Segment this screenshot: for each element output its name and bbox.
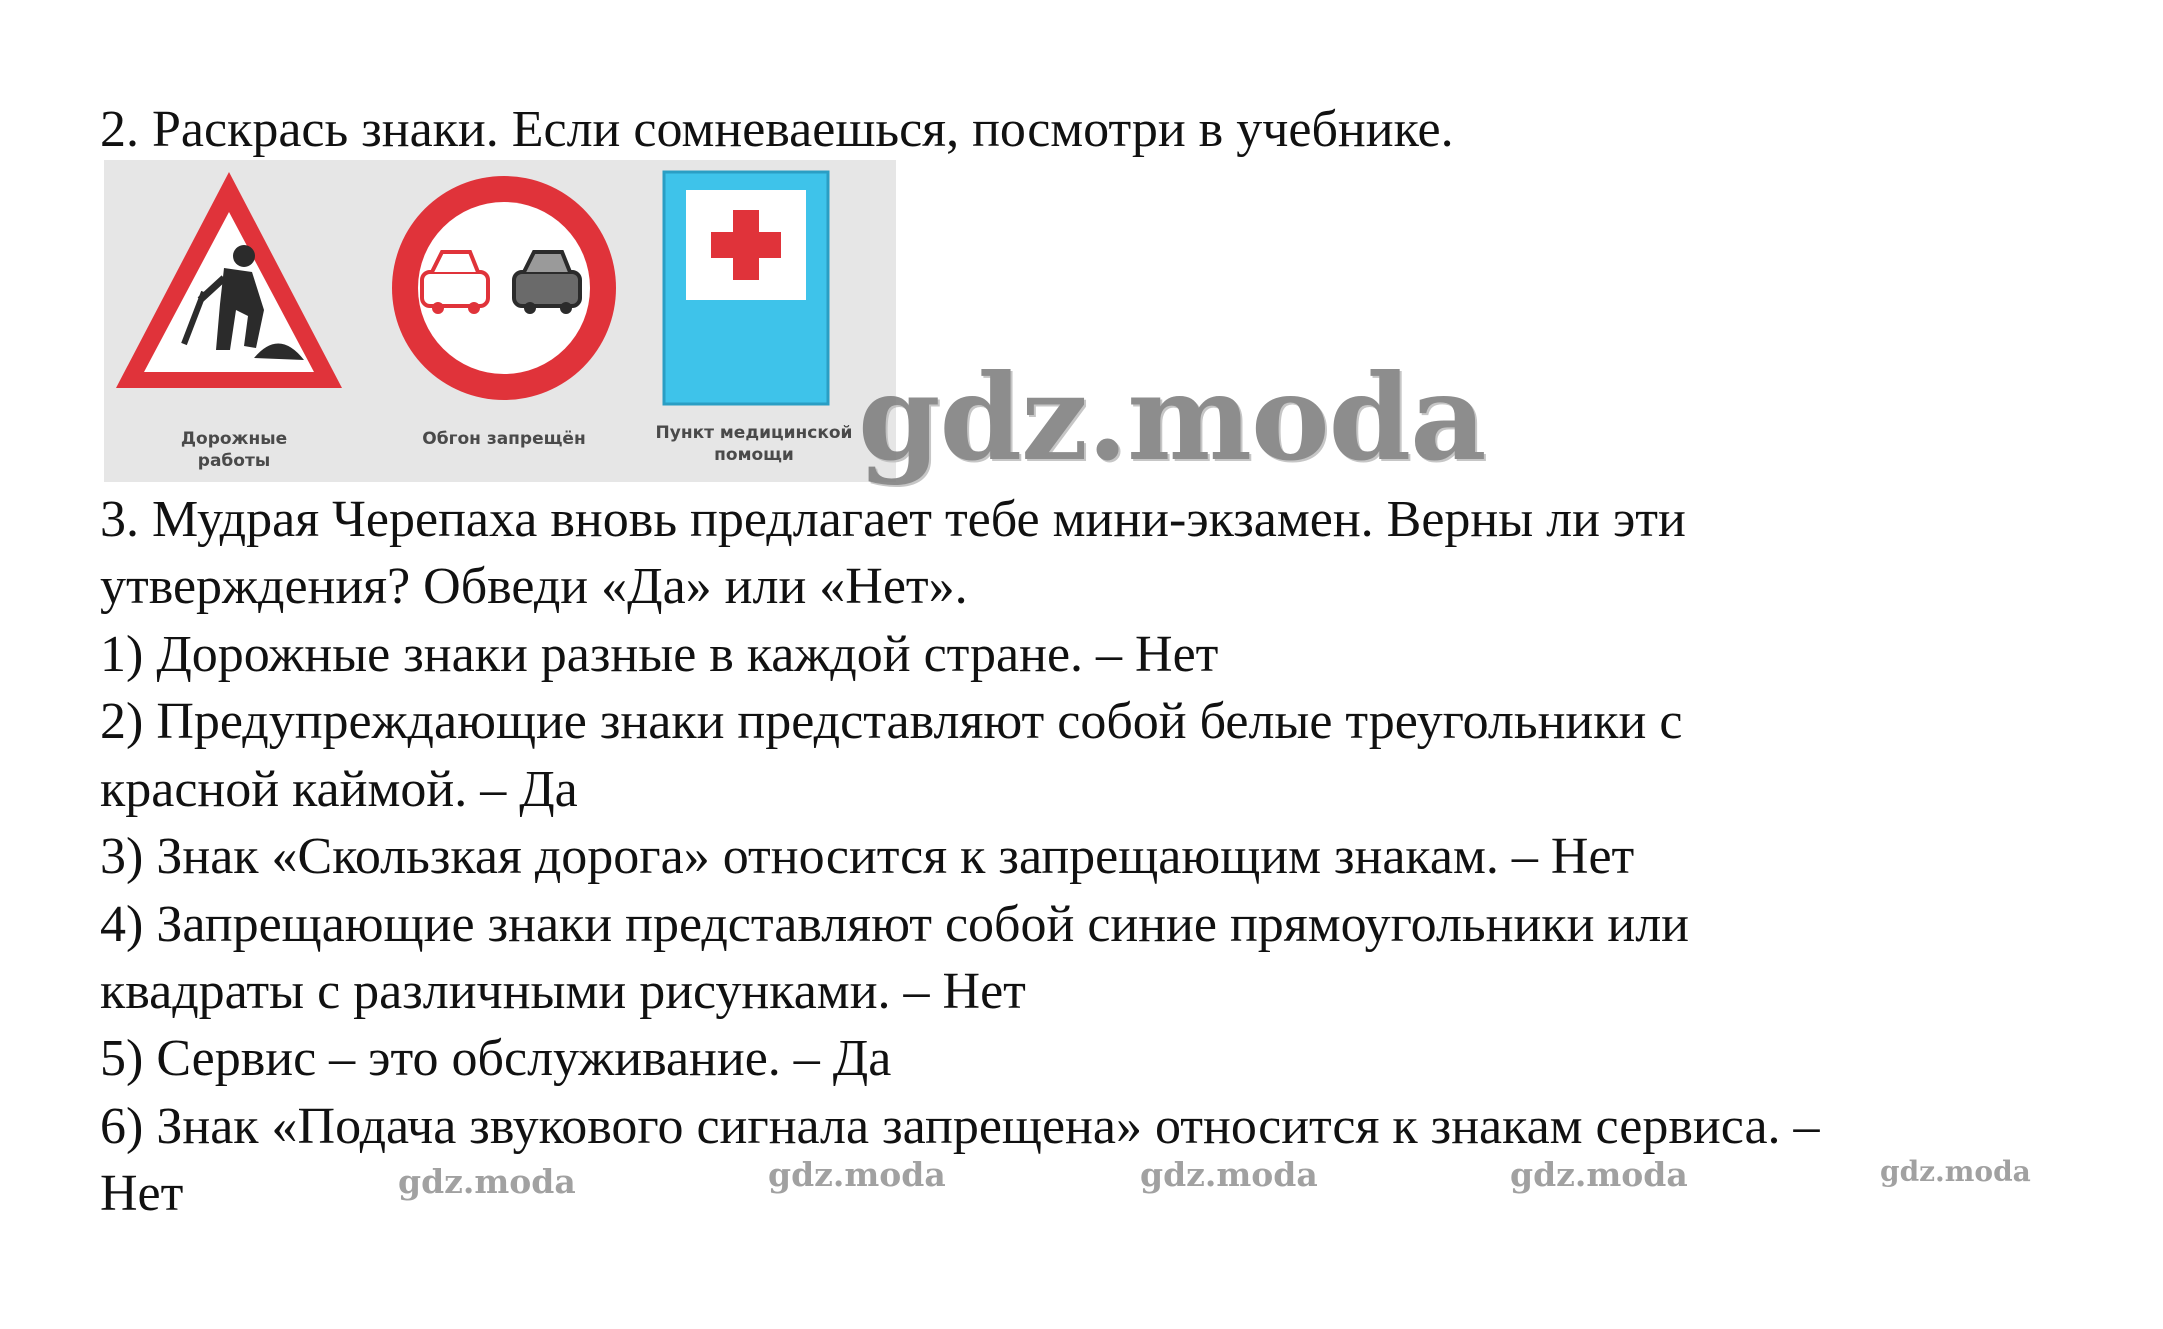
task3-item-1: 1) Дорожные знаки разные в каждой стране. – Нет bbox=[100, 626, 1219, 683]
task3-item-5: 5) Сервис – это обслуживание. – Да bbox=[100, 1030, 892, 1087]
task3-item-4-line1: 4) Запрещающие знаки представляют собой синие прямоугольники или bbox=[100, 896, 1689, 953]
task3-intro-line2: утверждения? Обведи «Да» или «Нет». bbox=[100, 558, 968, 615]
task3-item-2-line1: 2) Предупреждающие знаки представляют собой белые треугольники с bbox=[100, 693, 1683, 750]
watermark-footer-5: gdz.moda bbox=[1880, 1155, 2031, 1188]
no-overtaking-caption: Обгон запрещён bbox=[422, 429, 586, 449]
task3-item-6-line1: 6) Знак «Подача звукового сигнала запрещена» относится к знакам сервиса. – bbox=[100, 1098, 1820, 1155]
watermark-footer-2: gdz.moda bbox=[768, 1155, 946, 1194]
road-signs-illustration bbox=[104, 160, 896, 482]
watermark-main: gdz.moda bbox=[858, 348, 1486, 487]
task3-item-6-line2: Нет bbox=[100, 1165, 184, 1222]
first-aid-sign-icon bbox=[664, 172, 828, 404]
task2-heading: 2. Раскрась знаки. Если сомневаешься, посмотри в учебнике. bbox=[100, 101, 1454, 158]
roadworks-caption: Дорожные работы bbox=[180, 429, 288, 471]
watermark-footer-1: gdz.moda bbox=[398, 1162, 576, 1201]
watermark-footer-4: gdz.moda bbox=[1510, 1155, 1688, 1194]
no-overtaking-sign-icon bbox=[392, 176, 616, 400]
watermark-footer-3: gdz.moda bbox=[1140, 1155, 1318, 1194]
task3-item-2-line2: красной каймой. – Да bbox=[100, 761, 578, 818]
roadworks-sign-icon bbox=[116, 172, 342, 388]
task3-intro-line1: 3. Мудрая Черепаха вновь предлагает тебе мини-экзамен. Верны ли эти bbox=[100, 491, 1686, 548]
task3-item-3: 3) Знак «Скользкая дорога» относится к запрещающим знакам. – Нет bbox=[100, 828, 1635, 885]
first-aid-caption: Пункт медицинской помощи bbox=[655, 423, 853, 465]
task3-item-4-line2: квадраты с различными рисунками. – Нет bbox=[100, 963, 1026, 1020]
